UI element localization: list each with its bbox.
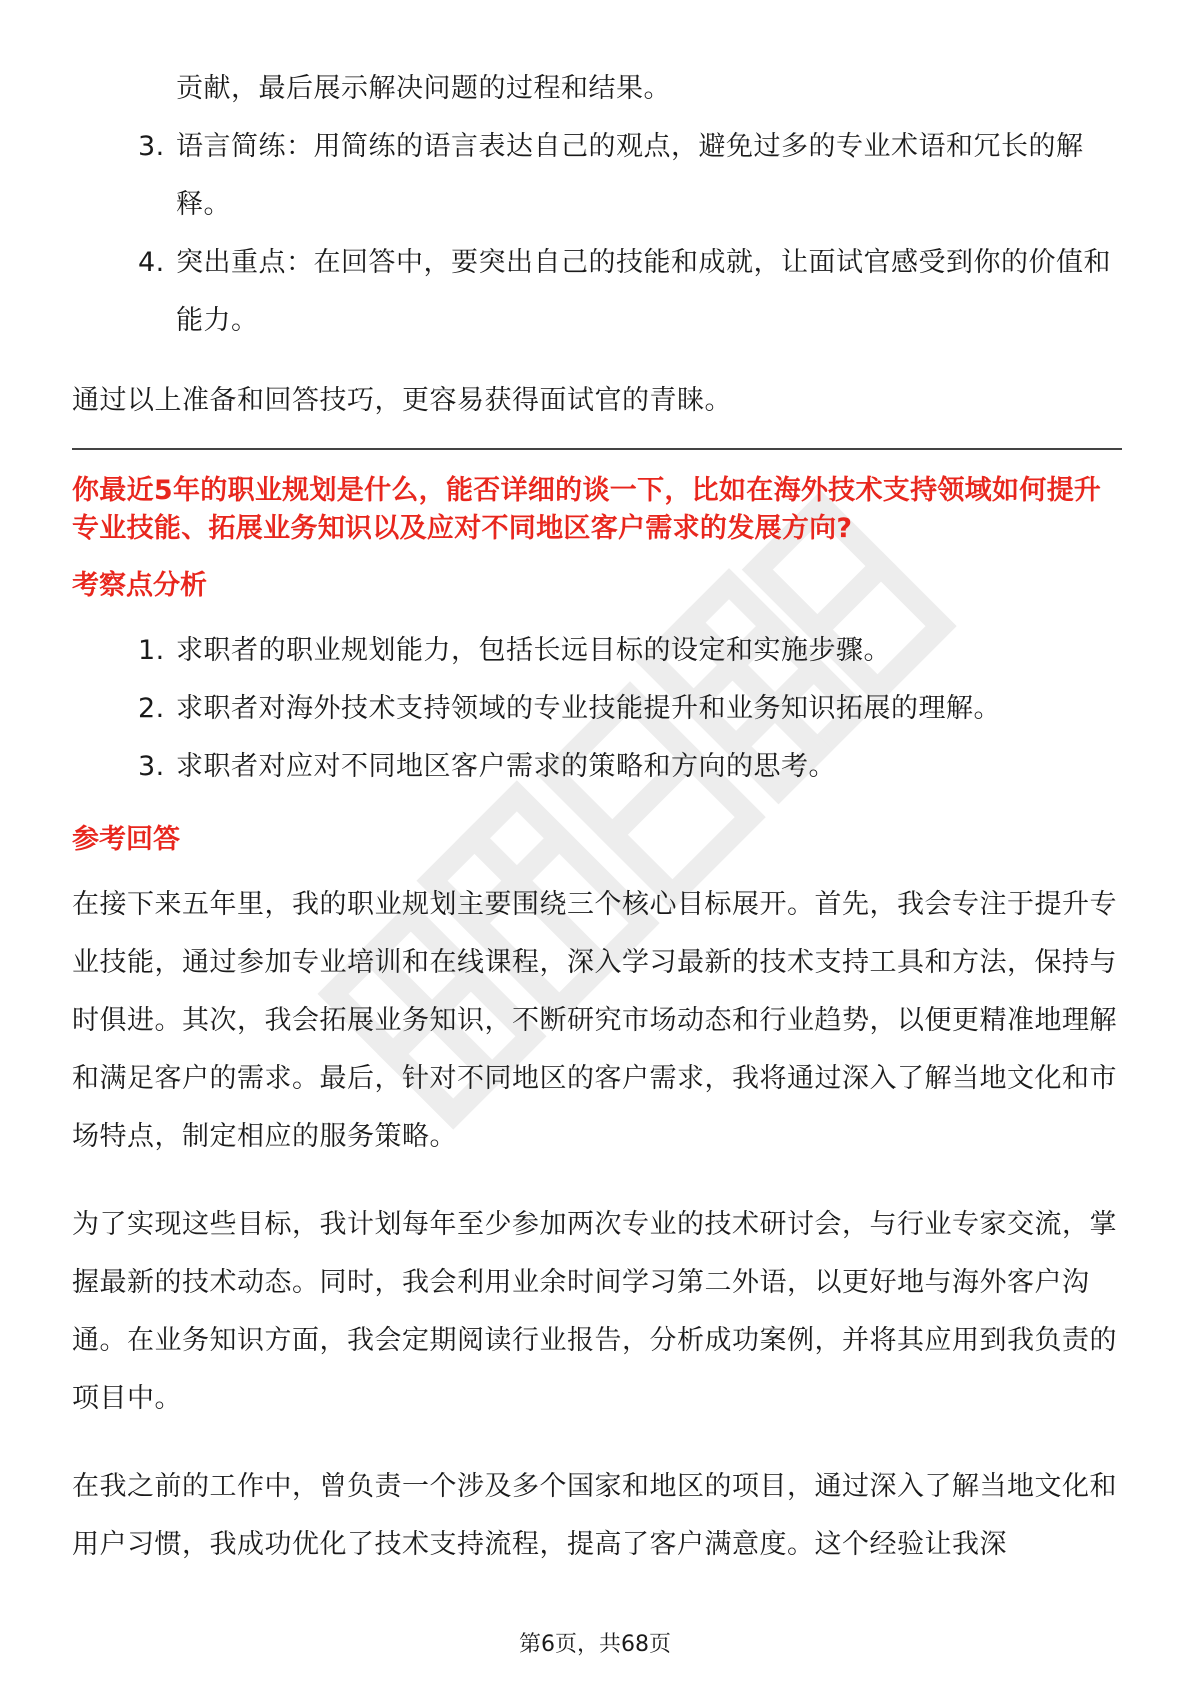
list-item-text: 求职者的职业规划能力，包括长远目标的设定和实施步骤。 (176, 635, 891, 666)
list-item-text: 求职者对应对不同地区客户需求的策略和方向的思考。 (176, 751, 836, 782)
list-item (124, 680, 1122, 738)
list-item (124, 622, 1122, 680)
interview-question: 你最近5年的职业规划是什么，能否详细的谈一下，比如在海外技术支持领域如何提升专业技能、拓展业务知识以及应对不同地区客户需求的发展方向? (72, 475, 1102, 544)
list-item (124, 738, 1122, 796)
answer-paragraph: 在我之前的工作中，曾负责一个涉及多个国家和地区的项目，通过深入了解当地文化和用户习惯，我成功优化了技术支持流程，提高了客户满意度。这个经验让我深 (72, 1471, 1117, 1560)
list-item-number: 2. (138, 693, 165, 724)
list-item-2-tail: 贡献，最后展示解决问题的过程和结果。 (176, 73, 671, 104)
list-item-number: 4. (138, 247, 165, 278)
list-item-number: 3. (138, 131, 165, 162)
summary-paragraph: 通过以上准备和回答技巧，更容易获得面试官的青睐。 (72, 385, 732, 416)
list-item-text: 求职者对海外技术支持领域的专业技能提升和业务知识拓展的理解。 (176, 693, 1001, 724)
tips-list (72, 118, 1122, 350)
list-item-text: 语言简练：用简练的语言表达自己的观点，避免过多的专业术语和冗长的解释。 (176, 131, 1084, 220)
answer-paragraph: 为了实现这些目标，我计划每年至少参加两次专业的技术研讨会，与行业专家交流，掌握最新的技术动态。同时，我会利用业余时间学习第二外语，以更好地与海外客户沟通。在业务知识方面，我会定期阅读行业报告，分析成功案例，并将其应用到我负责的项目中。 (72, 1209, 1117, 1414)
answer-heading: 参考回答 (72, 824, 180, 855)
list-item (124, 118, 1122, 234)
answer-paragraph: 在接下来五年里，我的职业规划主要围绕三个核心目标展开。首先，我会专注于提升专业技能，通过参加专业培训和在线课程，深入学习最新的技术支持工具和方法，保持与时俱进。其次，我会拓展业务知识，不断研究市场动态和行业趋势，以便更精准地理解和满足客户的需求。最后，针对不同地区的客户需求，我将通过深入了解当地文化和市场特点，制定相应的服务策略。 (72, 889, 1117, 1152)
list-item-text: 突出重点：在回答中，要突出自己的技能和成就，让面试官感受到你的价值和能力。 (176, 247, 1111, 336)
page-footer: 第6页，共68页 (519, 1632, 671, 1657)
list-item-number: 3. (138, 751, 165, 782)
main-content (72, 60, 1122, 1574)
section-divider (72, 448, 1122, 450)
analysis-heading: 考察点分析 (72, 570, 207, 601)
analysis-list (72, 622, 1122, 796)
list-item-number: 1. (138, 635, 165, 666)
list-item (124, 234, 1122, 350)
previous-list-continuation (72, 60, 1122, 118)
